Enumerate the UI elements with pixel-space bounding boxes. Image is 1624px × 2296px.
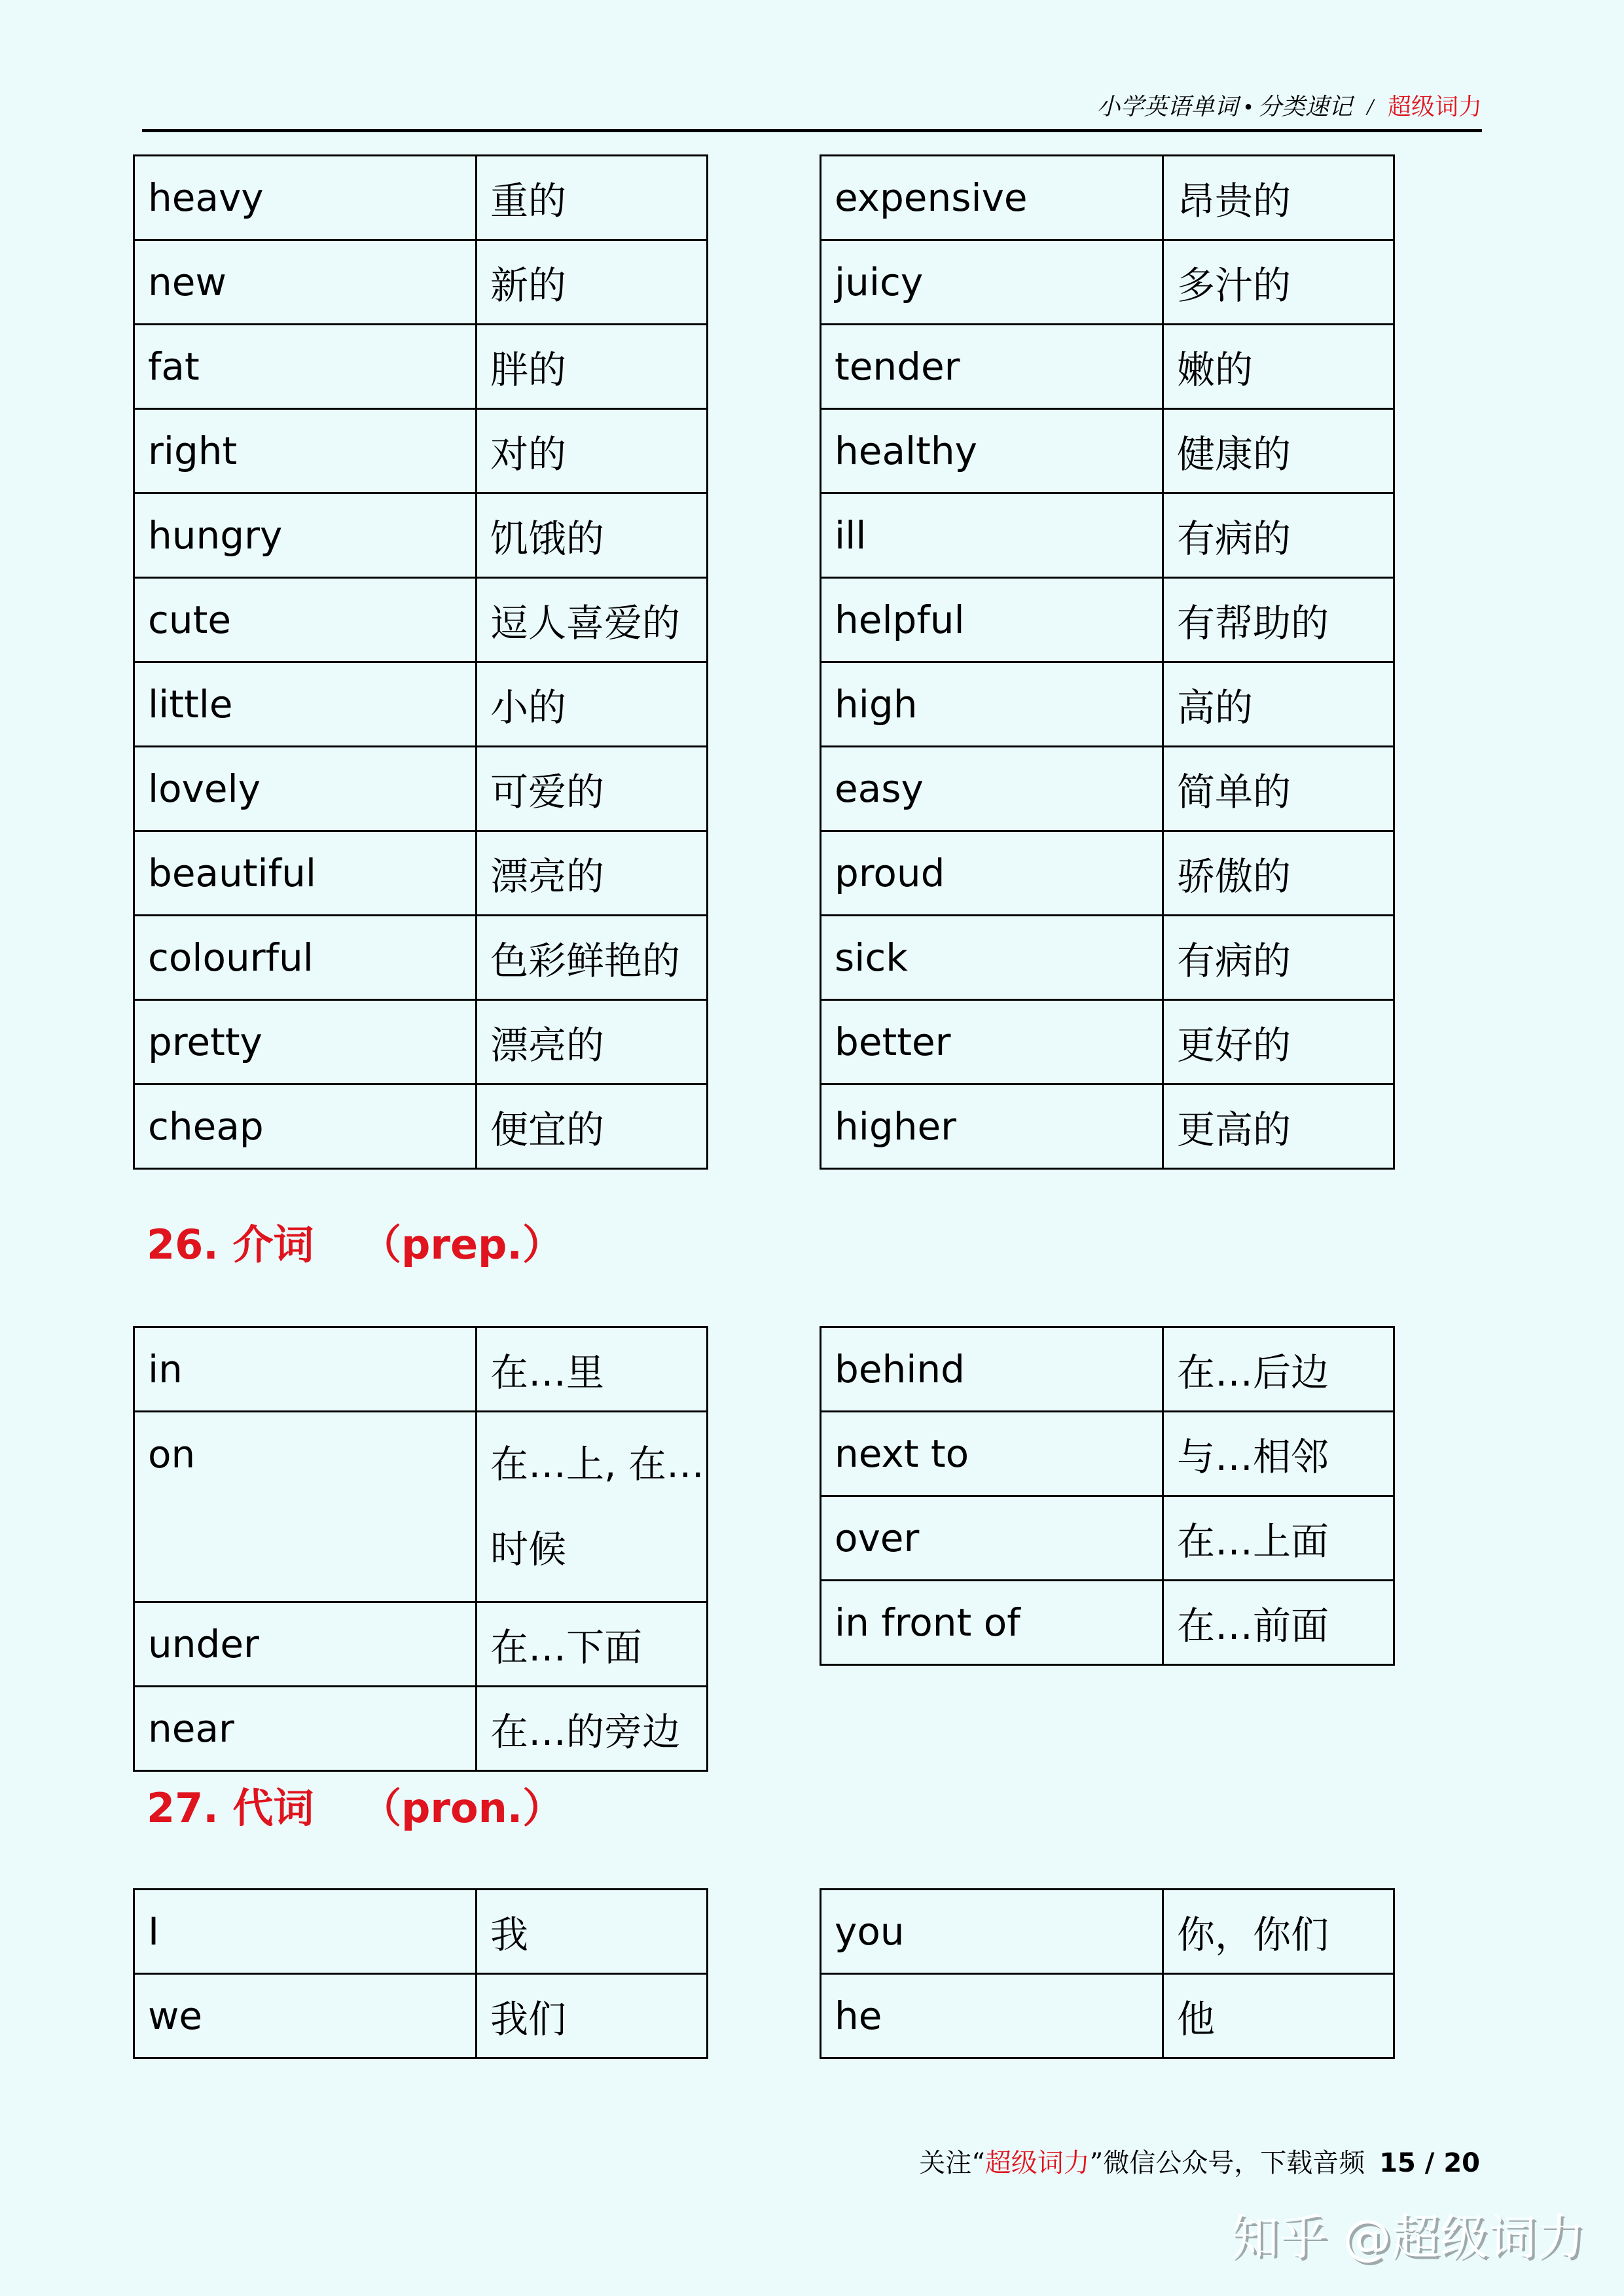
english-word: cheap bbox=[134, 1085, 477, 1169]
table-row bbox=[134, 1687, 708, 1771]
table-row bbox=[134, 493, 708, 578]
chinese-meaning: 昂贵的 bbox=[1163, 156, 1394, 240]
table-row bbox=[134, 156, 708, 240]
english-word: next to bbox=[821, 1412, 1163, 1496]
english-word: hungry bbox=[134, 493, 477, 578]
table-row bbox=[821, 156, 1394, 240]
footer-brand: 超级词力 bbox=[984, 2148, 1090, 2178]
table-row bbox=[134, 1000, 708, 1085]
chinese-meaning: 健康的 bbox=[1163, 409, 1394, 493]
prepositions-table-right bbox=[820, 1326, 1395, 1666]
table-row bbox=[821, 747, 1394, 831]
english-word: better bbox=[821, 1000, 1163, 1085]
adjectives-table-right bbox=[820, 154, 1395, 1170]
chinese-meaning: 便宜的 bbox=[477, 1085, 708, 1169]
prepositions-table-left bbox=[133, 1326, 708, 1772]
chinese-meaning: 重的 bbox=[477, 156, 708, 240]
english-word: ill bbox=[821, 493, 1163, 578]
table-row bbox=[821, 1085, 1394, 1169]
english-word: in front of bbox=[821, 1581, 1163, 1665]
english-word: sick bbox=[821, 916, 1163, 1000]
table-row bbox=[134, 831, 708, 916]
table-row bbox=[134, 1085, 708, 1169]
table-row bbox=[821, 1327, 1394, 1412]
chinese-meaning: 在…里 bbox=[477, 1327, 708, 1412]
english-word: juicy bbox=[821, 240, 1163, 325]
chinese-meaning: 在…前面 bbox=[1163, 1581, 1394, 1665]
table-row bbox=[134, 662, 708, 747]
table-row bbox=[821, 1581, 1394, 1665]
english-word: fat bbox=[134, 325, 477, 409]
english-word: new bbox=[134, 240, 477, 325]
chinese-meaning: 逗人喜爱的 bbox=[477, 578, 708, 662]
table-row bbox=[134, 1327, 708, 1412]
english-word: lovely bbox=[134, 747, 477, 831]
table-row bbox=[821, 493, 1394, 578]
chinese-meaning: 我们 bbox=[477, 1974, 708, 2058]
table-row bbox=[134, 409, 708, 493]
english-word: high bbox=[821, 662, 1163, 747]
english-word: near bbox=[134, 1687, 477, 1771]
chinese-meaning: 更好的 bbox=[1163, 1000, 1394, 1085]
chinese-meaning: 新的 bbox=[477, 240, 708, 325]
chinese-meaning: 有病的 bbox=[1163, 916, 1394, 1000]
chinese-meaning: 在…下面 bbox=[477, 1602, 708, 1687]
adjectives-table-left bbox=[133, 154, 708, 1170]
footer-prefix: 关注“ bbox=[919, 2148, 985, 2178]
chinese-meaning: 有病的 bbox=[1163, 493, 1394, 578]
header-divider bbox=[142, 129, 1482, 132]
chinese-meaning: 与…相邻 bbox=[1163, 1412, 1394, 1496]
english-word: right bbox=[134, 409, 477, 493]
table-row bbox=[134, 325, 708, 409]
chinese-meaning: 他 bbox=[1163, 1974, 1394, 2058]
english-word: he bbox=[821, 1974, 1163, 2058]
english-word: on bbox=[134, 1412, 477, 1602]
chinese-meaning: 我 bbox=[477, 1890, 708, 1974]
english-word: you bbox=[821, 1890, 1163, 1974]
table-row bbox=[821, 831, 1394, 916]
chinese-meaning: 色彩鲜艳的 bbox=[477, 916, 708, 1000]
english-word: pretty bbox=[134, 1000, 477, 1085]
header-brand: 超级词力 bbox=[1387, 94, 1482, 120]
table-row bbox=[134, 578, 708, 662]
english-word: higher bbox=[821, 1085, 1163, 1169]
section-heading-pronouns bbox=[147, 1776, 563, 1834]
table-row bbox=[821, 662, 1394, 747]
table-row bbox=[821, 1412, 1394, 1496]
chinese-meaning: 饥饿的 bbox=[477, 493, 708, 578]
chinese-meaning: 高的 bbox=[1163, 662, 1394, 747]
section-title: 介词 bbox=[232, 1221, 314, 1268]
english-word: expensive bbox=[821, 156, 1163, 240]
section-number: 27. bbox=[147, 1784, 219, 1832]
english-word: under bbox=[134, 1602, 477, 1687]
english-word: helpful bbox=[821, 578, 1163, 662]
english-word: proud bbox=[821, 831, 1163, 916]
chinese-meaning: 骄傲的 bbox=[1163, 831, 1394, 916]
english-word: beautiful bbox=[134, 831, 477, 916]
chinese-meaning: 漂亮的 bbox=[477, 1000, 708, 1085]
table-row bbox=[134, 240, 708, 325]
section-abbr: （prep.） bbox=[361, 1221, 563, 1268]
table-row bbox=[134, 1890, 708, 1974]
table-row bbox=[821, 1974, 1394, 2058]
chinese-meaning: 在…后边 bbox=[1163, 1327, 1394, 1412]
table-row bbox=[134, 1412, 708, 1602]
english-word: colourful bbox=[134, 916, 477, 1000]
table-row bbox=[134, 747, 708, 831]
page-number: 15 / 20 bbox=[1379, 2148, 1480, 2178]
english-word: in bbox=[134, 1327, 477, 1412]
chinese-meaning: 胖的 bbox=[477, 325, 708, 409]
english-word: behind bbox=[821, 1327, 1163, 1412]
table-row bbox=[134, 1602, 708, 1687]
chinese-meaning: 嫩的 bbox=[1163, 325, 1394, 409]
chinese-meaning: 多汁的 bbox=[1163, 240, 1394, 325]
section-abbr: （pron.） bbox=[361, 1784, 564, 1832]
chinese-meaning: 在…上面 bbox=[1163, 1496, 1394, 1581]
footer-suffix: ”微信公众号，下载音频 bbox=[1089, 2148, 1365, 2178]
chinese-meaning: 对的 bbox=[477, 409, 708, 493]
english-word: easy bbox=[821, 747, 1163, 831]
table-row bbox=[821, 1890, 1394, 1974]
table-row bbox=[821, 325, 1394, 409]
table-row bbox=[134, 916, 708, 1000]
pronouns-table-right bbox=[820, 1888, 1395, 2059]
chinese-meaning: 简单的 bbox=[1163, 747, 1394, 831]
table-row bbox=[134, 1974, 708, 2058]
section-heading-prepositions bbox=[147, 1212, 563, 1270]
english-word: we bbox=[134, 1974, 477, 2058]
table-row bbox=[821, 1000, 1394, 1085]
english-word: cute bbox=[134, 578, 477, 662]
chinese-meaning: 在…上, 在…时候 bbox=[477, 1412, 708, 1602]
table-row bbox=[821, 916, 1394, 1000]
table-row bbox=[821, 240, 1394, 325]
section-number: 26. bbox=[147, 1221, 219, 1268]
watermark: 知乎 @超级词力 bbox=[1231, 2210, 1585, 2266]
table-row bbox=[821, 1496, 1394, 1581]
section-title: 代词 bbox=[232, 1784, 314, 1832]
chinese-meaning: 小的 bbox=[477, 662, 708, 747]
english-word: I bbox=[134, 1890, 477, 1974]
header-separator: / bbox=[1366, 94, 1373, 120]
english-word: healthy bbox=[821, 409, 1163, 493]
chinese-meaning: 有帮助的 bbox=[1163, 578, 1394, 662]
english-word: over bbox=[821, 1496, 1163, 1581]
english-word: heavy bbox=[134, 156, 477, 240]
table-row bbox=[821, 409, 1394, 493]
chinese-meaning: 可爱的 bbox=[477, 747, 708, 831]
english-word: little bbox=[134, 662, 477, 747]
english-word: tender bbox=[821, 325, 1163, 409]
chinese-meaning: 在…的旁边 bbox=[477, 1687, 708, 1771]
chinese-meaning: 更高的 bbox=[1163, 1085, 1394, 1169]
pronouns-table-left bbox=[133, 1888, 708, 2059]
chinese-meaning: 漂亮的 bbox=[477, 831, 708, 916]
page-header bbox=[142, 84, 1482, 130]
header-title: 小学英语单词 • 分类速记 bbox=[1096, 94, 1352, 120]
page-footer bbox=[919, 2140, 1480, 2186]
chinese-meaning: 你，你们 bbox=[1163, 1890, 1394, 1974]
table-row bbox=[821, 578, 1394, 662]
